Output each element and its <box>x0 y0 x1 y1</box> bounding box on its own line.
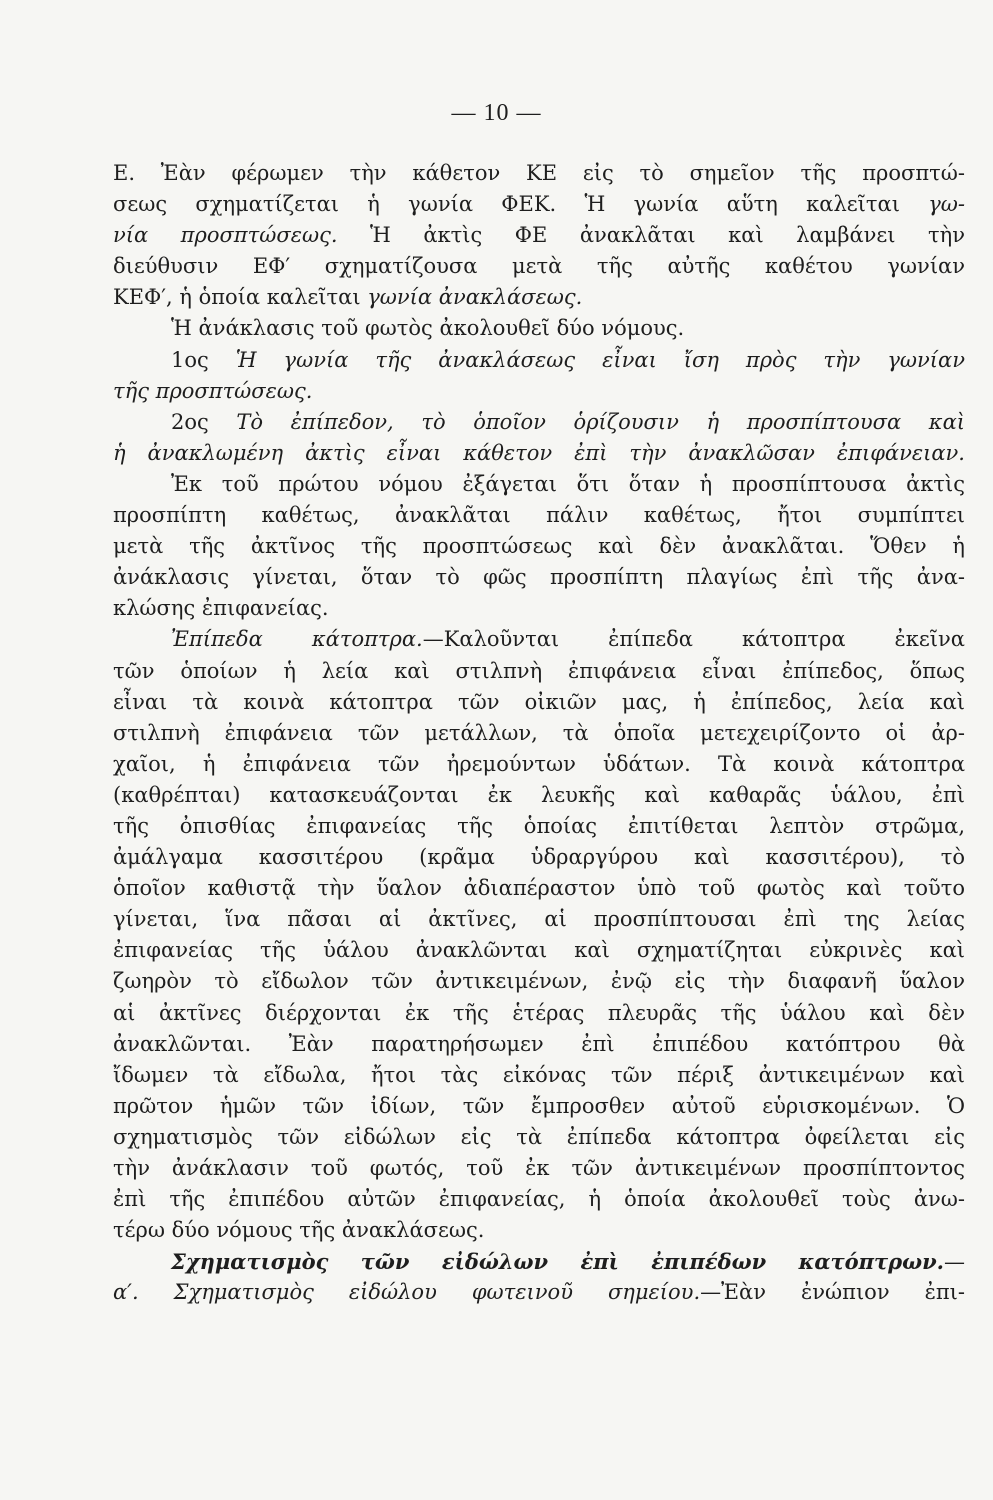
text-segment: — <box>944 1250 965 1275</box>
text-line <box>113 780 965 811</box>
text-segment: 1ος <box>171 347 236 372</box>
body-text <box>113 158 965 1308</box>
text-line <box>113 1184 965 1215</box>
text-line <box>113 904 965 935</box>
text-line <box>113 718 965 749</box>
text-segment: τῆς ὀπισθίας ἐπιφανείας τῆς ὁποίας ἐπιτίθεται λεπτὸν στρῶμα, <box>113 813 965 838</box>
text-segment: ὁποῖον καθιστᾷ τὴν ὕαλον ἀδιαπέραστον ὑπὸ τοῦ φωτὸς καὶ τοῦτο <box>113 876 965 901</box>
text-line <box>113 593 965 624</box>
text-line <box>113 282 965 313</box>
text-line <box>113 1215 965 1246</box>
text-line <box>113 531 965 562</box>
text-segment: στιλπνὴ ἐπιφάνεια τῶν μετάλλων, τὰ ὁποῖα μετεχειρίζοντο οἱ ἀρ- <box>113 720 965 745</box>
text-line <box>113 562 965 593</box>
text-line <box>113 966 965 997</box>
text-line <box>113 1060 965 1091</box>
text-line <box>113 873 965 904</box>
text-line <box>113 842 965 873</box>
text-segment: ἐπιφανείας τῆς ὑάλου ἀνακλῶνται καὶ σχηματίζηται εὐκρινὲς καὶ <box>113 938 965 963</box>
text-line <box>113 376 965 407</box>
text-segment: —Καλοῦνται ἐπίπεδα κάτοπτρα ἐκεῖνα <box>422 627 965 652</box>
text-line <box>113 220 965 251</box>
text-segment: ΚΕΦ′, ἡ ὁποία καλεῖται <box>113 285 368 310</box>
text-segment: χαῖοι, ἡ ἐπιφάνεια τῶν ἠρεμούντων ὑδάτων. Τὰ κοινὰ κάτοπτρα <box>113 751 965 776</box>
text-line <box>113 687 965 718</box>
text-line <box>113 158 965 189</box>
text-segment: σχηματισμὸς τῶν εἰδώλων εἰς τὰ ἐπίπεδα κάτοπτρα ὀφείλεται εἰς <box>113 1124 965 1149</box>
text-line <box>113 1091 965 1122</box>
text-line <box>113 1153 965 1184</box>
text-segment: ζωηρὸν τὸ εἴδωλον τῶν ἀντικειμένων, ἐνῷ εἰς τὴν διαφανῆ ὕαλον <box>113 969 965 994</box>
text-line <box>113 438 965 469</box>
text-line <box>113 407 965 438</box>
text-line <box>113 749 965 780</box>
text-line <box>113 1029 965 1060</box>
text-segment: μετὰ τῆς ἀκτῖνος τῆς προσπτώσεως καὶ δὲν ἀνακλᾶται. Ὅθεν ἡ <box>113 534 965 559</box>
text-line <box>113 469 965 500</box>
emphasis-text: α′. Σχηματισμὸς εἰδώλου φωτεινοῦ σημείου. <box>113 1280 701 1305</box>
text-segment: ἀνακλῶνται. Ἐὰν παρατηρήσωμεν ἐπὶ ἐπιπέδου κατόπτρου θὰ <box>113 1031 965 1056</box>
emphasis-text: τῆς προσπτώσεως. <box>113 378 313 403</box>
text-segment: (καθρέπται) κατασκευάζονται ἐκ λευκῆς καὶ καθαρᾶς ὑάλου, ἐπὶ <box>113 782 965 807</box>
text-line <box>113 811 965 842</box>
emphasis-text: νία προσπτώσεως. <box>113 223 338 248</box>
text-line <box>113 313 965 344</box>
text-segment: 2ος <box>171 409 237 434</box>
text-segment: ἀμάλγαμα κασσιτέρου (κρᾶμα ὑδραργύρου καὶ κασσιτέρου), τὸ <box>113 845 965 870</box>
text-segment: Ἡ ἀνάκλασις τοῦ φωτὸς ἀκολουθεῖ δύο νόμους. <box>171 316 685 341</box>
text-segment: προσπίπτη καθέτως, ἀνακλᾶται πάλιν καθέτως, ἤτοι συμπίπτει <box>113 503 965 528</box>
text-line <box>113 998 965 1029</box>
text-segment: τῶν ὁποίων ἡ λεία καὶ στιλπνὴ ἐπιφάνεια εἶναι ἐπίπεδος, ὅπως <box>113 658 965 683</box>
text-segment: γίνεται, ἵνα πᾶσαι αἱ ἀκτῖνες, αἱ προσπίπτουσαι ἐπὶ της λείας <box>113 907 965 932</box>
emphasis-text: Ἡ γωνία τῆς ἀνακλάσεως εἶναι ἴση πρὸς τὴν γωνίαν <box>235 347 965 372</box>
text-line <box>113 935 965 966</box>
text-line <box>113 345 965 376</box>
text-segment: αἱ ἀκτῖνες διέρχονται ἐκ τῆς ἑτέρας πλευρᾶς τῆς ὑάλου καὶ δὲν <box>113 1000 965 1025</box>
text-line <box>113 189 965 220</box>
text-line <box>113 624 965 655</box>
text-segment: Ἡ ἀκτὶς ΦΕ ἀνακλᾶται καὶ λαμβάνει τὴν <box>337 223 965 248</box>
text-segment: κλώσης ἐπιφανείας. <box>113 596 329 621</box>
text-segment: Ἐκ τοῦ πρώτου νόμου ἐξάγεται ὅτι ὅταν ἡ προσπίπτουσα ἀκτὶς <box>171 471 965 496</box>
text-segment: τέρω δύο νόμους τῆς ἀνακλάσεως. <box>113 1218 485 1243</box>
text-segment: πρῶτον ἡμῶν τῶν ἰδίων, τῶν ἔμπροσθεν αὐτοῦ εὑρισκομένων. Ὁ <box>113 1093 965 1118</box>
emphasis-text: Ἐπίπεδα κάτοπτρα. <box>171 627 423 652</box>
text-line <box>113 1122 965 1153</box>
emphasis-text: γω- <box>928 192 965 217</box>
text-line <box>113 251 965 282</box>
text-line <box>113 1277 965 1308</box>
emphasis-text: ἡ ἀνακλωμένη ἀκτὶς εἶναι κάθετον ἐπὶ τὴν ἀνακλῶσαν ἐπιφάνειαν. <box>113 440 965 465</box>
page-number: — 10 — <box>451 100 542 126</box>
emphasis-text: Τὸ ἐπίπεδον, τὸ ὁποῖον ὁρίζουσιν ἡ προσπίπτουσα καὶ <box>236 409 965 434</box>
text-segment: τὴν ἀνάκλασιν τοῦ φωτός, τοῦ ἐκ τῶν ἀντικειμένων προσπίπτοντος <box>113 1156 965 1180</box>
text-segment: —Ἐὰν ἐνώπιον ἐπι- <box>700 1280 965 1305</box>
text-segment: ἀνάκλασις γίνεται, ὅταν τὸ φῶς προσπίπτη πλαγίως ἐπὶ τῆς ἀνα- <box>113 565 965 590</box>
text-segment: διεύθυσιν ΕΦ′ σχηματίζουσα μετὰ τῆς αὐτῆς καθέτου γωνίαν <box>113 254 965 279</box>
text-segment: ἴδωμεν τὰ εἴδωλα, ἤτοι τὰς εἰκόνας τῶν πέριξ ἀντικειμένων καὶ <box>113 1062 965 1087</box>
emphasis-text: γωνία ἀνακλάσεως. <box>367 285 583 310</box>
section-heading: Σχηματισμὸς τῶν εἰδώλων ἐπὶ ἐπιπέδων κατόπτρων. <box>171 1249 944 1275</box>
text-segment: εἶναι τὰ κοινὰ κάτοπτρα τῶν οἰκιῶν μας, ἡ ἐπίπεδος, λεία καὶ <box>113 689 965 714</box>
text-segment: σεως σχηματίζεται ἡ γωνία ΦΕΚ. Ἡ γωνία αὕτη καλεῖται <box>113 192 929 217</box>
text-line <box>113 500 965 531</box>
text-segment: Ε. Ἐὰν φέρωμεν τὴν κάθετον ΚΕ εἰς τὸ σημεῖον τῆς προσπτώ- <box>113 161 965 185</box>
text-line <box>113 1246 965 1277</box>
text-line <box>113 656 965 687</box>
text-segment: ἐπὶ τῆς ἐπιπέδου αὐτῶν ἐπιφανείας, ἡ ὁποία ἀκολουθεῖ τοὺς ἀνω- <box>113 1187 965 1212</box>
